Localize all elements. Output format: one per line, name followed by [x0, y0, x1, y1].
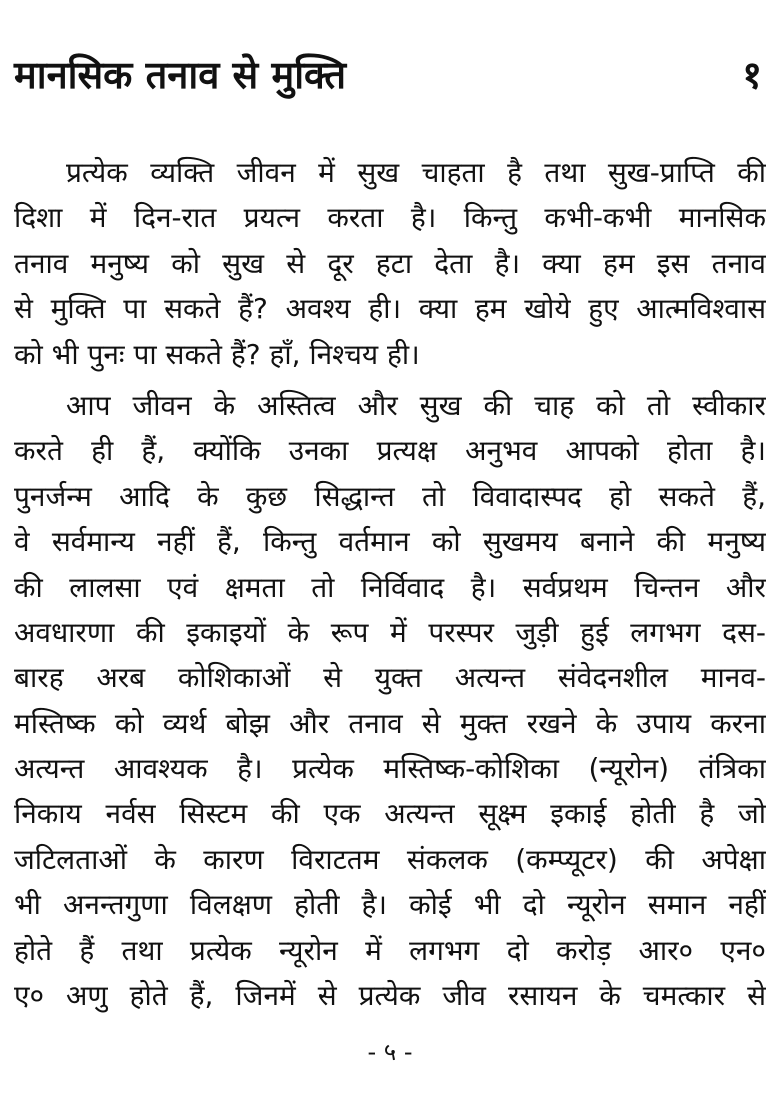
text-line: करते ही हैं, क्योंकि उनका प्रत्यक्ष अनुभव आपको होता है। [14, 434, 766, 468]
text-line: प्रत्येक व्यक्ति जीवन में सुख चाहता है तथा सुख-प्राप्ति की [66, 156, 766, 189]
text-line: होते हैं तथा प्रत्येक न्यूरोन में लगभग दो करोड़ आर० एन० [14, 933, 766, 967]
text-line: की लालसा एवं क्षमता तो निर्विवाद है। सर्वप्रथम चिन्तन और [14, 570, 766, 604]
text-line: ए० अणु होते हैं, जिनमें से प्रत्येक जीव रसायन के चमत्कार से [14, 979, 766, 1013]
text-line: वे सर्वमान्य नहीं हैं, किन्तु वर्तमान को सुखमय बनाने की मनुष्य [14, 525, 766, 559]
text-line: आप जीवन के अस्तित्व और सुख की चाह को तो स्वीकार [66, 388, 766, 422]
text-line: मस्तिष्क को व्यर्थ बोझ और तनाव से मुक्त रखने के उपाय करना [14, 706, 766, 740]
body-text [14, 150, 766, 1018]
text-line: अत्यन्त आवश्यक है। प्रत्येक मस्तिष्क-कोशिका (न्यूरोन) तंत्रिका [14, 752, 766, 786]
text-line: दिशा में दिन-रात प्रयत्न करता है। किन्तु कभी-कभी मानसिक [14, 201, 766, 235]
text-line: अवधारणा की इकाइयों के रूप में परस्पर जुड़ी हुई लगभग दस- [14, 615, 766, 649]
chapter-title: मानसिक तनाव से मुक्ति [14, 53, 347, 97]
text-line: से मुक्ति पा सकते हैं? अवश्य ही। क्या हम खोये हुए आत्मविश्वास [14, 292, 766, 326]
text-line: तनाव मनुष्य को सुख से दूर हटा देता है। क्या हम इस तनाव [14, 246, 766, 280]
text-line: को भी पुनः पा सकते हैं? हाँ, निश्चय ही। [14, 337, 420, 371]
text-line: पुनर्जन्म आदि के कुछ सिद्धान्त तो विवादास्पद हो सकते हैं, [14, 479, 766, 513]
text-line: निकाय नर्वस सिस्टम की एक अत्यन्त सूक्ष्म इकाई होती है जो [14, 797, 766, 831]
page-header [14, 40, 762, 110]
text-line: बारह अरब कोशिकाओं से युक्त अत्यन्त संवेदनशील मानव- [14, 661, 766, 695]
text-line: भी अनन्तगुणा विलक्षण होती है। कोई भी दो न्यूरोन समान नहीं [14, 888, 766, 922]
chapter-number: १ [742, 53, 762, 97]
text-line: जटिलताओं के कारण विराटतम संकलक (कम्प्यूटर) की अपेक्षा [14, 842, 766, 876]
paragraph-1 [14, 150, 766, 377]
page-footer-number: - ५ - [367, 1038, 413, 1066]
paragraph-2 [14, 383, 766, 1018]
